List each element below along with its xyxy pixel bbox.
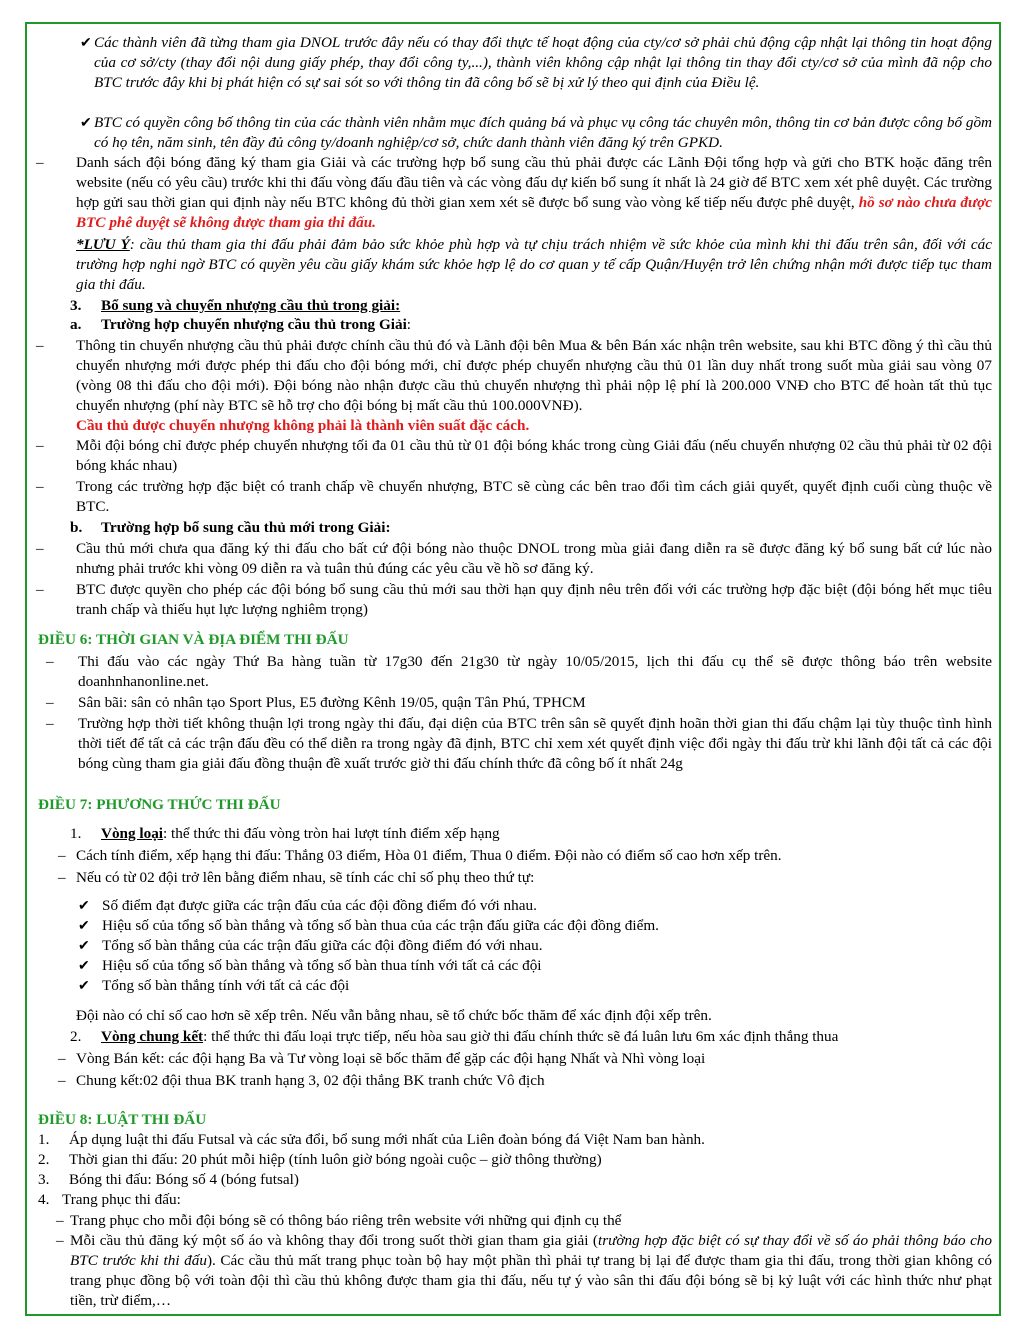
note-label: *LƯU Ý — [76, 236, 130, 253]
round1-line — [101, 824, 500, 844]
criterion-1: Số điểm đạt được giữa các trận đấu của các đội đồng điểm đó với nhau. — [102, 897, 537, 914]
round1-title: Vòng loại — [101, 825, 164, 842]
dash-bullet: – — [36, 581, 44, 598]
dieu7-heading: ĐIỀU 7: PHƯƠNG THỨC THI ĐẤU — [38, 796, 281, 813]
health-note — [76, 235, 992, 295]
dash-bullet: – — [36, 478, 44, 495]
dash-bullet: – — [58, 869, 66, 886]
transfer-item-3: Trong các trường hợp đặc biệt có tranh chấp về chuyển nhượng, BTC sẽ cùng các bên trao đổi tìm cách giải quyết, quyết định cuối cùng thuộc về BTC. — [76, 478, 992, 515]
section3a-title: Trường hợp chuyển nhượng cầu thủ trong Giải — [101, 316, 407, 333]
dash-bullet: – — [46, 694, 54, 711]
dash-bullet: – — [56, 1212, 64, 1229]
round1-item-2: Nếu có từ 02 đội trở lên bằng điểm nhau, sẽ tính các chỉ số phụ theo thứ tự: — [76, 869, 535, 886]
dieu8-heading: ĐIỀU 8: LUẬT THI ĐẤU — [38, 1111, 207, 1128]
criterion-5: Tổng số bàn thắng tính với tất cả các đội — [102, 977, 350, 994]
checkmark-icon: ✔ — [80, 36, 92, 51]
round1-item-1: Cách tính điểm, xếp hạng thi đấu: Thắng 03 điểm, Hòa 01 điểm, Thua 0 điểm. Đội nào có điểm số cao hơn xếp trên. — [76, 847, 782, 864]
rule-1-text: Áp dụng luật thi đấu Futsal và các sửa đổi, bổ sung mới nhất của Liên đoàn bóng đá Việt Nam ban hành. — [69, 1131, 705, 1148]
dash-bullet: – — [58, 1050, 66, 1067]
round2-title: Vòng chung kết — [101, 1028, 204, 1045]
dash-bullet: – — [36, 154, 44, 171]
dieu6-item-2: Sân bãi: sân cỏ nhân tạo Sport Plus, E5 đường Kênh 19/05, quận Tân Phú, TPHCM — [78, 694, 586, 711]
checkmark-icon: ✔ — [78, 919, 90, 934]
section3b-title: Trường hợp bổ sung cầu thủ mới trong Giải: — [101, 519, 391, 536]
checkmark-icon: ✔ — [78, 959, 90, 974]
round2-number: 2. — [70, 1028, 82, 1045]
section3b-label: b. — [70, 519, 83, 536]
checkmark-icon: ✔ — [80, 116, 92, 131]
rule-2-number: 2. — [38, 1151, 50, 1168]
dieu6-heading: ĐIỀU 6: THỜI GIAN VÀ ĐỊA ĐIỂM THI ĐẤU — [38, 631, 349, 648]
addition-item-2: BTC được quyền cho phép các đội bóng bổ sung cầu thủ mới sau thời hạn quy định nêu trên đối với các trường hợp đặc biệt (đội bóng hết mục tiêu tranh chấp và thiếu hụt lực lượng nghiêm trọng) — [76, 581, 992, 618]
rule-4-number: 4. — [38, 1191, 50, 1208]
transfer-item-1 — [76, 336, 992, 436]
criterion-2: Hiệu số của tổng số bàn thắng và tổng số bàn thua của các trận đấu giữa các đội đồng điểm. — [102, 917, 659, 934]
dash-bullet: – — [36, 337, 44, 354]
dash-bullet: – — [36, 437, 44, 454]
rule-2-text: Thời gian thi đấu: 20 phút mỗi hiệp (tính luôn giờ bóng ngoài cuộc – giờ thông thường) — [69, 1151, 602, 1168]
round2-item-2: Chung kết:02 đội thua BK tranh hạng 3, 02 đội thắng BK tranh chức Vô địch — [76, 1072, 545, 1089]
dash-bullet: – — [46, 715, 54, 732]
registration-paragraph — [76, 153, 992, 233]
dieu6-item-3: Trường hợp thời tiết không thuận lợi trong ngày thi đấu, đại diện của BTC trên sân sẽ quyết định hoãn thời gian thi đấu chậm lại tùy thuộc tình hình thời tiết để tất cả các trận đấu đều có thể diễn ra trong ngày đã định, BTC chỉ xem xét quyết định việc đổi ngày thi đấu trừ khi lãnh đội tất cả các đội bóng cùng tham gia giải đấu đồng thuận đề xuất trước giờ thi đấu chính thức đã công bố ít nhất 24g — [78, 715, 992, 772]
dieu6-item-1: Thi đấu vào các ngày Thứ Ba hàng tuần từ 17g30 đến 21g30 từ ngày 10/05/2015, lịch thi đấu cụ thể sẽ được thông báo trên website doanhnhanonline.net. — [78, 653, 992, 690]
note-text: : cầu thủ tham gia thi đấu phải đảm bảo sức khỏe phù hợp và tự chịu trách nhiệm về sức khỏe của mình khi thi đấu trên sân, đối với các trường hợp nghi ngờ BTC có quyền yêu cầu giấy khám sức khỏe hợp lệ do cơ quan y tế cấp Quận/Huyện trở lên chứng nhận mới được tiếp tục tham gia thi đấu. — [76, 236, 992, 293]
round2-item-1: Vòng Bán kết: các đội hạng Ba và Tư vòng loại sẽ bốc thăm để gặp các đội hạng Nhất và Nhì vòng loại — [76, 1050, 706, 1067]
uniform-item-2-b: ). Các cầu thủ mất trang phục toàn bộ hay một phần thì phải tự trang bị lại để được tham gia thi đấu, trong thời gian không có trang phục đồng bộ với toàn đội thì cầu thủ không được tham gia thi đấu, nếu tự ý vào sân thi đấu đội bóng sẽ bị kỷ luật với các hình thức như phạt tiền, trừ điểm,… — [70, 1252, 992, 1309]
top-check-2: BTC có quyền công bố thông tin của các thành viên nhằm mục đích quảng bá và phục vụ công tác chuyên môn, thông tin cơ bản được công bố gồm có họ tên, năm sinh, tên đầy đủ công ty/doanh nghiệp/cơ sở, chức danh thành viên đăng ký trên GPKD. — [94, 114, 993, 151]
section3-number: 3. — [70, 297, 82, 314]
checkmark-icon: ✔ — [78, 899, 90, 914]
section3a-heading — [101, 315, 411, 335]
uniform-item-2-italic: trường hợp đặc biệt có sự thay đổi về số áo phải thông báo cho BTC trước khi thi đấu — [70, 1232, 992, 1269]
tiebreak-note: Đội nào có chỉ số cao hơn sẽ xếp trên. Nếu vẫn bằng nhau, sẽ tổ chức bốc thăm để xác định đội xếp trên. — [76, 1007, 712, 1024]
section3-title: Bổ sung và chuyển nhượng cầu thủ trong giải: — [101, 297, 401, 314]
criterion-4: Hiệu số của tổng số bàn thắng và tổng số bàn thua tính với tất cả các đội — [102, 957, 542, 974]
registration-text: Danh sách đội bóng đăng ký tham gia Giải và các trường hợp bổ sung cầu thủ phải được các Lãnh Đội tổng hợp và gửi cho BTK hoặc đăng trên website (nếu có yêu cầu) trước khi thi đấu vòng đấu đầu tiên và các vòng đấu dự kiến bổ sung ít nhất là 24 giờ để BTC xem xét phê duyệt. Các trường hợp gửi sau thời gian qui định này nếu BTC không đủ thời gian xem xét sẽ được bổ sung vào vòng kế tiếp nếu được phê duyệt, — [76, 154, 992, 211]
round2-line — [101, 1027, 993, 1047]
uniform-item-1: Trang phục cho mỗi đội bóng sẽ có thông báo riêng trên website với những qui định cụ thể — [70, 1212, 622, 1229]
round2-text: : thể thức thi đấu loại trực tiếp, nếu hòa sau giờ thi đấu chính thức sẽ đá luân lưu 6m xác định thắng thua — [203, 1028, 839, 1045]
uniform-item-2 — [70, 1231, 992, 1311]
rule-4-text: Trang phục thi đấu: — [62, 1191, 181, 1208]
rule-1-number: 1. — [38, 1131, 50, 1148]
rule-3-number: 3. — [38, 1171, 50, 1188]
registration-emphasis: hồ sơ nào chưa được BTC phê duyệt sẽ không được tham gia thi đấu. — [76, 194, 992, 231]
round1-text: : thể thức thi đấu vòng tròn hai lượt tính điểm xếp hạng — [163, 825, 500, 842]
dash-bullet: – — [56, 1232, 64, 1249]
round1-number: 1. — [70, 825, 82, 842]
dash-bullet: – — [58, 1072, 66, 1089]
dash-bullet: – — [58, 847, 66, 864]
addition-item-1: Cầu thủ mới chưa qua đăng ký thi đấu cho bất cứ đội bóng nào thuộc DNOL trong mùa giải đang diễn ra sẽ được đăng ký bổ sung bất cứ lúc nào nhưng phải trước khi vòng 09 diễn ra và tuân thủ đúng các yêu cầu về hồ sơ đăng ký. — [76, 540, 992, 577]
top-check-1: Các thành viên đã từng tham gia DNOL trước đây nếu có thay đổi thực tế hoạt động của cty/cơ sở phải chủ động cập nhật lại thông tin hoạt động của cơ sở/cty (thay đổi nội dung giấy phép, thay đổi công ty,...), thành viên không cập nhật lại thông tin thay đổi cty/cơ sở của mình đã nộp cho BTC trước đây khi bị phát hiện có sự sai sót so với thông tin đã công bố sẽ bị xử lý theo qui định của Điều lệ. — [94, 34, 992, 91]
transfer-item-2: Mỗi đội bóng chỉ được phép chuyển nhượng tối đa 01 cầu thủ từ 01 đội bóng khác trong cùng Giải đấu (nếu chuyển nhượng 02 cầu thủ phải từ 02 đội bóng khác nhau) — [76, 437, 992, 474]
dash-bullet: – — [46, 653, 54, 670]
checkmark-icon: ✔ — [78, 979, 90, 994]
section3a-colon: : — [406, 316, 412, 333]
section3a-label: a. — [70, 316, 82, 333]
transfer-item-1-text: Thông tin chuyển nhượng cầu thủ phải được chính cầu thủ đó và Lãnh đội bên Mua & bên Bán xác nhận trên website, sau khi BTC đồng ý thì cầu thủ chuyển nhượng mới được phép thi đấu cho đội bóng mới, chỉ được phép chuyển nhượng cầu thủ 01 lần duy nhất trong suốt mùa giải sau vòng 07 (vòng 08 thi đấu cho đội mới). Đội bóng nào nhận được cầu thủ chuyển nhượng thì phải nộp lệ phí là 200.000 VNĐ cho BTC để hoàn tất thủ tục chuyển nhượng (phí này BTC sẽ hỗ trợ cho đội bóng bị mất cầu thủ 100.000VNĐ). — [76, 337, 992, 414]
uniform-item-2-a: Mỗi cầu thủ đăng ký một số áo và không thay đổi trong suốt thời gian tham gia giải ( — [70, 1232, 598, 1249]
criterion-3: Tổng số bàn thắng của các trận đấu giữa các đội đồng điểm đó với nhau. — [102, 937, 543, 954]
dash-bullet: – — [36, 540, 44, 557]
transfer-item-1-red: Cầu thủ được chuyển nhượng không phải là thành viên suất đặc cách. — [76, 417, 530, 434]
rule-3-text: Bóng thi đấu: Bóng số 4 (bóng futsal) — [69, 1171, 299, 1188]
checkmark-icon: ✔ — [78, 939, 90, 954]
